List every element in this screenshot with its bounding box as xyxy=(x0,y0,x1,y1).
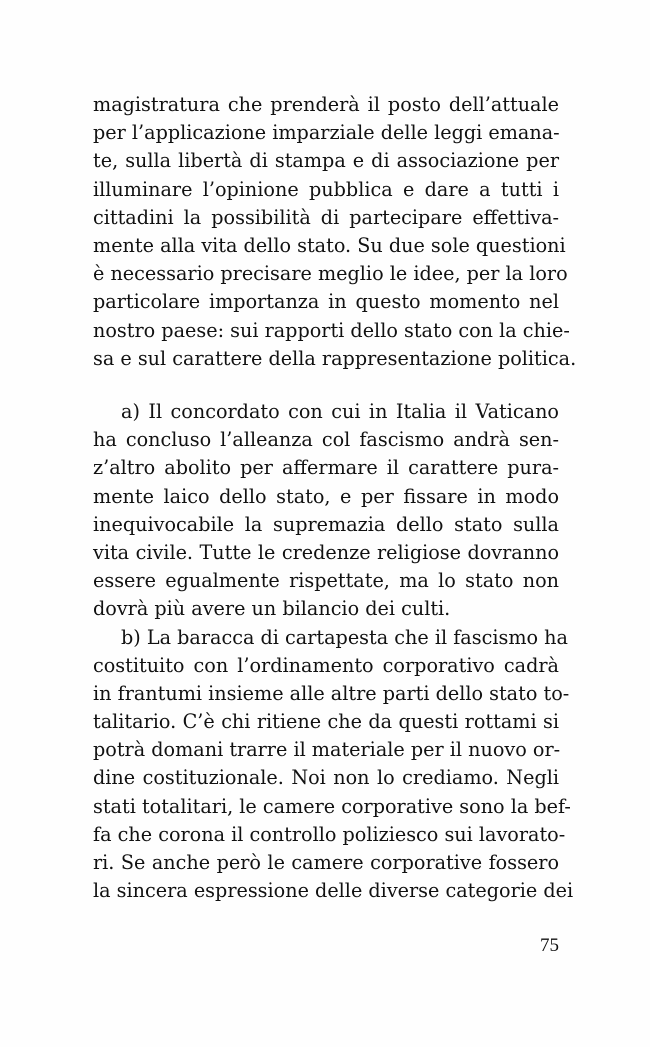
paragraphs-a-b xyxy=(93,398,574,905)
text-line: b) La baracca di cartapesta che il fascismo ha xyxy=(121,625,568,649)
text-line: illuminare l’opinione pubblica e dare a tutti i xyxy=(93,177,559,201)
text-line: potrà domani trarre il materiale per il nuovo or- xyxy=(93,738,561,762)
text-line: nostro paese: sui rapporti dello stato con la chie- xyxy=(93,318,570,342)
text-line: magistratura che prenderà il posto dell’attuale xyxy=(93,93,559,116)
text-line: vita civile. Tutte le credenze religiose dovranno xyxy=(93,540,559,564)
text-line: è necessario precisare meglio le idee, per la loro xyxy=(93,262,568,286)
text-line: costituito con l’ordinamento corporativo cadrà xyxy=(93,653,559,677)
text-line: a) Il concordato con cui in Italia il Vaticano xyxy=(121,400,559,423)
text-line: inequivocabile la supremazia dello stato sulla xyxy=(93,512,559,536)
text-line: talitario. C’è chi ritiene che da questi rottami si xyxy=(93,710,559,734)
text-line: fa che corona il controllo poliziesco sui lavorato- xyxy=(93,822,566,846)
text-line: z’altro abolito per affermare il carattere pura- xyxy=(93,456,559,480)
text-line: dine costituzionale. Noi non lo crediamo. Negli xyxy=(93,766,559,790)
text-line: essere egualmente rispettate, ma lo stato non xyxy=(93,569,559,593)
text-line: cittadini la possibilità di partecipare effettiva- xyxy=(93,205,559,229)
text-line: sa e sul carattere della rappresentazione politica. xyxy=(93,346,577,370)
text-line: per l’applicazione imparziale delle leggi emana- xyxy=(93,121,560,145)
text-line: la sincera espressione delle diverse categorie dei xyxy=(93,879,574,903)
text-line: dovrà più avere un bilancio dei culti. xyxy=(93,597,451,621)
text-line: stati totalitari, le camere corporative sono la bef- xyxy=(93,794,571,818)
text-line: particolare importanza in questo momento nel xyxy=(93,290,559,314)
text-line: ri. Se anche però le camere corporative fossero xyxy=(93,851,559,874)
text-line: te, sulla libertà di stampa e di associazione per xyxy=(93,149,559,173)
page-number: 75 xyxy=(540,935,559,956)
text-line: mente laico dello stato, e per fissare in modo xyxy=(93,484,559,508)
text-line: mente alla vita dello stato. Su due sole questioni xyxy=(93,233,566,257)
paragraph-intro xyxy=(93,91,577,373)
text-line: ha concluso l’alleanza col fascismo andrà sen- xyxy=(93,428,559,452)
text-line: in frantumi insieme alle altre parti dello stato to- xyxy=(93,681,570,705)
